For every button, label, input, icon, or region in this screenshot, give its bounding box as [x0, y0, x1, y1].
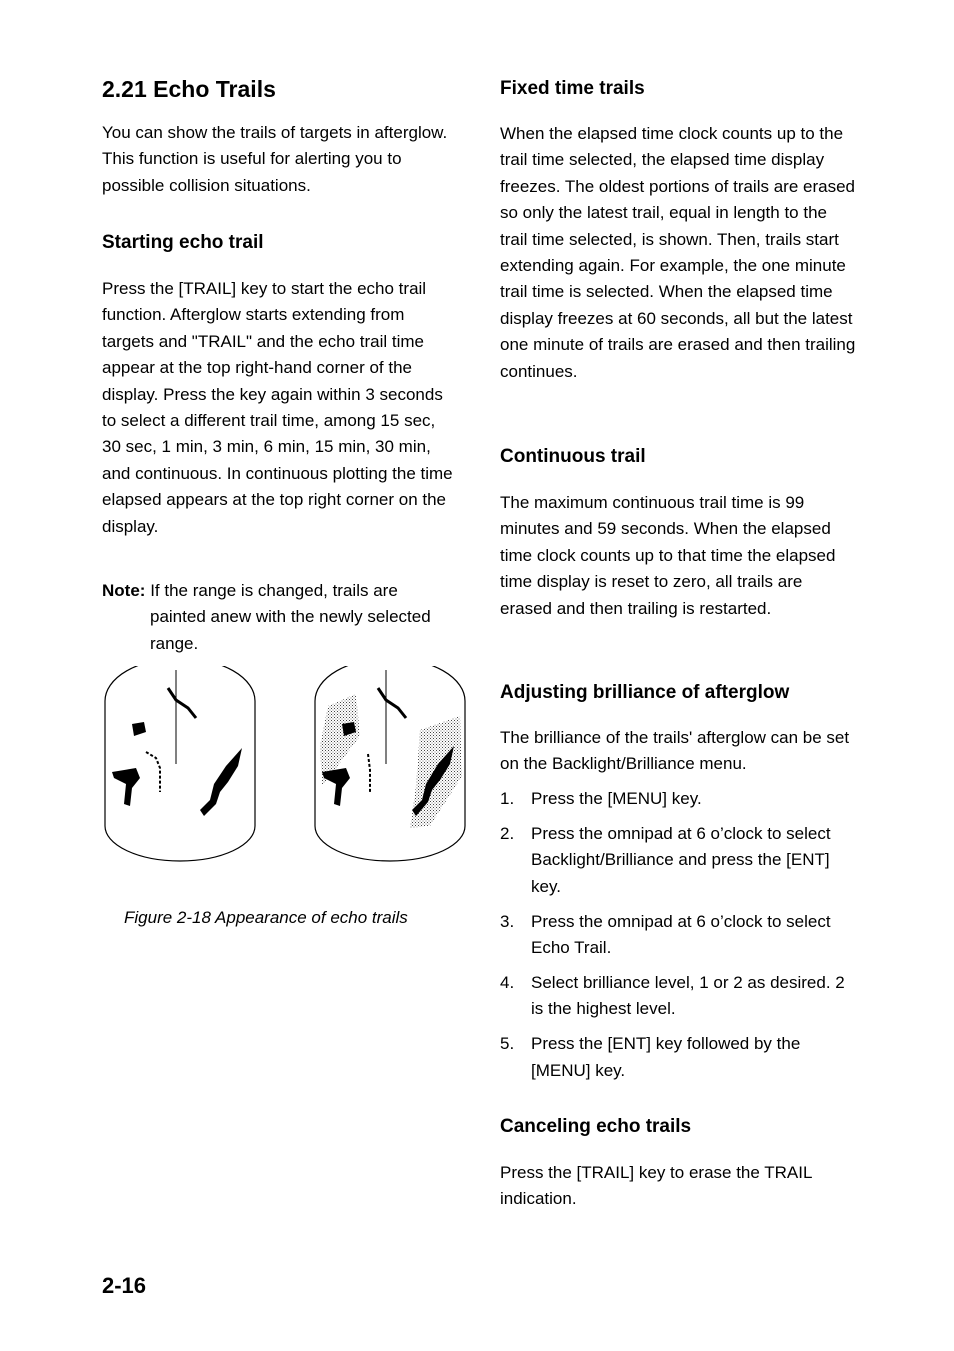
step-number: 4.: [500, 972, 515, 992]
list-item: [500, 970, 858, 1023]
brilliance-steps: [500, 786, 858, 1093]
note-first-line: If the range is changed, trails are: [150, 581, 398, 600]
step-text: Select brilliance level, 1 or 2 as desired. 2 is the highest level.: [531, 972, 845, 1019]
canceling-paragraph: Press the [TRAIL] key to erase the TRAIL indication.: [500, 1163, 812, 1209]
list-item: [500, 821, 858, 900]
step-text: Press the omnipad at 6 o’clock to select Backlight/Brilliance and press the [ENT] key.: [531, 823, 831, 896]
brilliance-paragraph: The brilliance of the trails' afterglow can be set on the Backlight/Brilliance menu.: [500, 728, 850, 774]
starting-paragraph: Press the [TRAIL] key to start the echo trail function. Afterglow starts extending from targets and "TRAIL" and the echo trail time appear at the top right-hand corner of the display. Press the key again within 3 seconds to select a different trail time, among 15 sec, 30 sec, 1 min, 3 min, 6 min, 15 min, 30 min, and continuous. In continuous plotting the time elapsed appears at the top right corner on the display.: [102, 279, 453, 536]
canceling-heading: Canceling echo trails: [500, 1116, 692, 1137]
list-item: [500, 909, 858, 962]
brilliance-heading: Adjusting brilliance of afterglow: [500, 682, 790, 703]
list-item: [500, 786, 858, 812]
intro-paragraph: You can show the trails of targets in afterglow. This function is useful for alerting you to possible collision situations.: [102, 123, 448, 195]
step-number: 1.: [500, 789, 515, 808]
section-title: 2.21 Echo Trails: [102, 76, 276, 102]
step-text: Press the omnipad at 6 o’clock to select Echo Trail.: [531, 911, 831, 958]
list-item: [500, 1031, 858, 1084]
starting-heading: Starting echo trail: [102, 232, 264, 253]
step-text: Press the [ENT] key followed by the [MENU] key.: [531, 1034, 801, 1080]
page-number: 2-16: [102, 1273, 147, 1298]
echo-trails-figure: [100, 666, 470, 862]
note: [102, 578, 462, 657]
continuous-heading: Continuous trail: [500, 446, 646, 467]
note-label: Note:: [102, 581, 146, 600]
radar-display-with-trails: [315, 666, 465, 861]
note-continuation: painted anew with the newly selected range.: [150, 607, 431, 653]
step-text: Press the [MENU] key.: [531, 789, 702, 808]
radar-display-without-trails: [105, 666, 255, 861]
step-number: 2.: [500, 823, 515, 843]
fixed-heading: Fixed time trails: [500, 78, 645, 99]
step-number: 5.: [500, 1034, 515, 1054]
step-number: 3.: [500, 911, 515, 931]
fixed-paragraph: When the elapsed time clock counts up to the trail time selected, the elapsed time display freezes. The oldest portions of trails are erased so only the latest trail, equal in length to the trail time selected, is shown. Then, trails start extending again. For example, the one minute trail time is selected. When the elapsed time display freezes at 60 seconds, all but the latest one minute of trails are erased and then trailing continues.: [500, 124, 856, 381]
continuous-paragraph: The maximum continuous trail time is 99 minutes and 59 seconds. When the elapsed time clock counts up to that time the elapsed time display is reset to zero, all trails are erased and then trailing is restarted.: [500, 493, 836, 618]
figure-caption: Figure 2-18 Appearance of echo trails: [124, 908, 408, 927]
